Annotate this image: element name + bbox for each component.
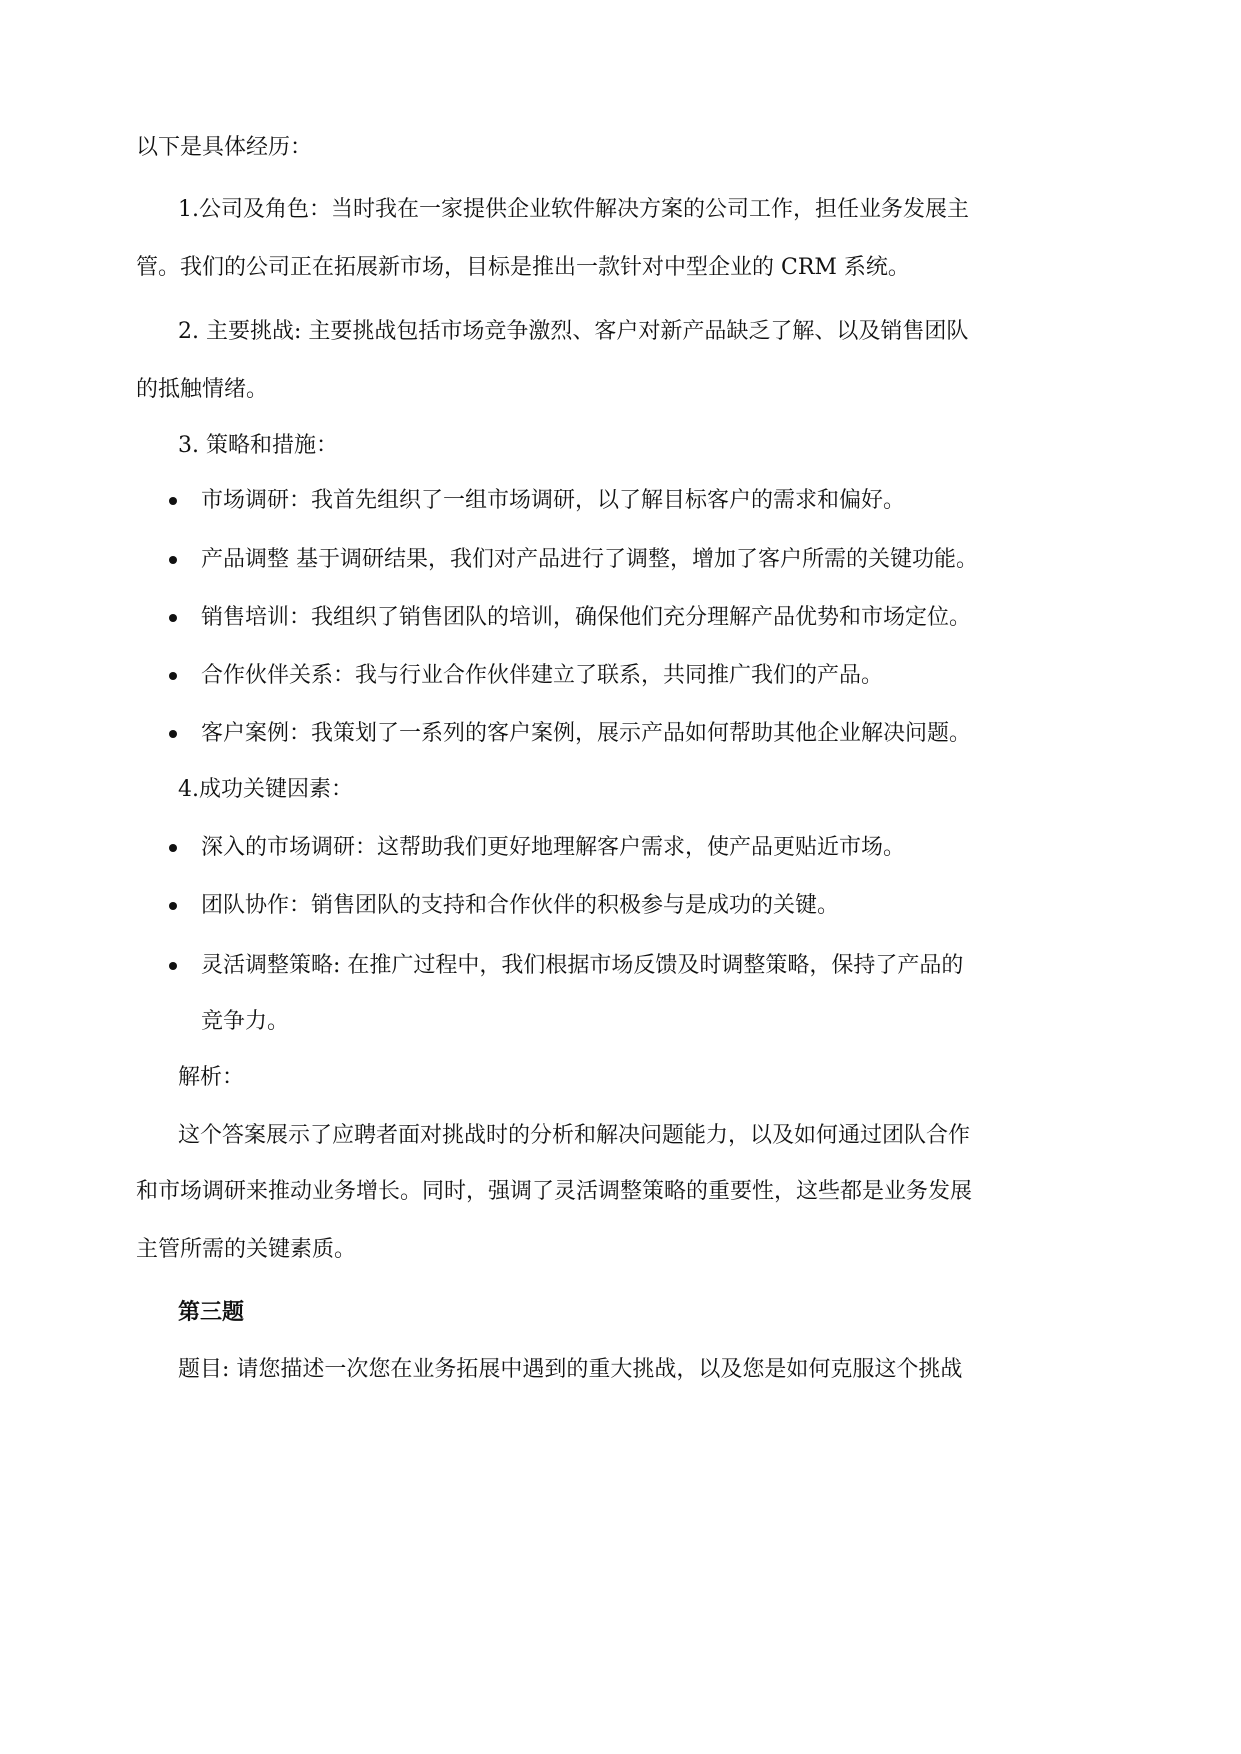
question3-line-1: 题目: 请您描述一次您在业务拓展中遇到的重大挑战，以及您是如何克服这个挑战 — [178, 1357, 963, 1382]
intro-text: 以下是具体经历： — [136, 135, 313, 160]
question3-heading: 第三题 — [178, 1299, 245, 1325]
bullet-icon — [169, 497, 177, 505]
strategy-item-4: 合作伙伴关系：我与行业合作伙伴建立了联系，共同推广我们的产品。 — [201, 663, 884, 688]
keys-item-2: 团队协作：销售团队的支持和合作伙伴的积极参与是成功的关键。 — [201, 893, 840, 918]
strategy-heading: 3. 策略和措施： — [178, 433, 338, 458]
bullet-icon — [169, 844, 177, 852]
keys-item-3-line-1: 灵活调整策略: 在推广过程中，我们根据市场反馈及时调整策略，保持了产品的 — [201, 953, 964, 978]
company-role-line-1: 1.公司及角色：当时我在一家提供企业软件解决方案的公司工作，担任业务发展主 — [178, 197, 969, 222]
bullet-icon — [169, 962, 177, 970]
bullet-icon — [169, 730, 177, 738]
strategy-item-3: 销售培训：我组织了销售团队的培训，确保他们充分理解产品优势和市场定位。 — [201, 605, 972, 630]
analysis-heading: 解析： — [178, 1065, 245, 1090]
keys-heading: 4.成功关键因素： — [178, 777, 353, 802]
bullet-icon — [169, 672, 177, 680]
strategy-item-2: 产品调整 基于调研结果，我们对产品进行了调整，增加了客户所需的关键功能。 — [201, 547, 978, 572]
analysis-line-2: 和市场调研来推动业务增长。同时，强调了灵活调整策略的重要性，这些都是业务发展 — [136, 1179, 973, 1204]
strategy-item-5: 客户案例：我策划了一系列的客户案例，展示产品如何帮助其他企业解决问题。 — [201, 721, 972, 746]
challenges-line-1: 2. 主要挑战: 主要挑战包括市场竞争激烈、客户对新产品缺乏了解、以及销售团队 — [178, 319, 969, 344]
strategy-item-1: 市场调研：我首先组织了一组市场调研，以了解目标客户的需求和偏好。 — [201, 488, 906, 513]
analysis-line-3: 主管所需的关键素质。 — [136, 1237, 357, 1262]
bullet-icon — [169, 556, 177, 564]
keys-item-3-line-2: 竞争力。 — [201, 1009, 290, 1034]
bullet-icon — [169, 614, 177, 622]
analysis-line-1: 这个答案展示了应聘者面对挑战时的分析和解决问题能力，以及如何通过团队合作 — [178, 1123, 971, 1148]
company-role-line-2: 管。我们的公司正在拓展新市场，目标是推出一款针对中型企业的 CRM 系统。 — [136, 255, 910, 280]
keys-item-1: 深入的市场调研：这帮助我们更好地理解客户需求，使产品更贴近市场。 — [201, 835, 906, 860]
challenges-line-2: 的抵触情绪。 — [136, 377, 269, 402]
bullet-icon — [169, 902, 177, 910]
